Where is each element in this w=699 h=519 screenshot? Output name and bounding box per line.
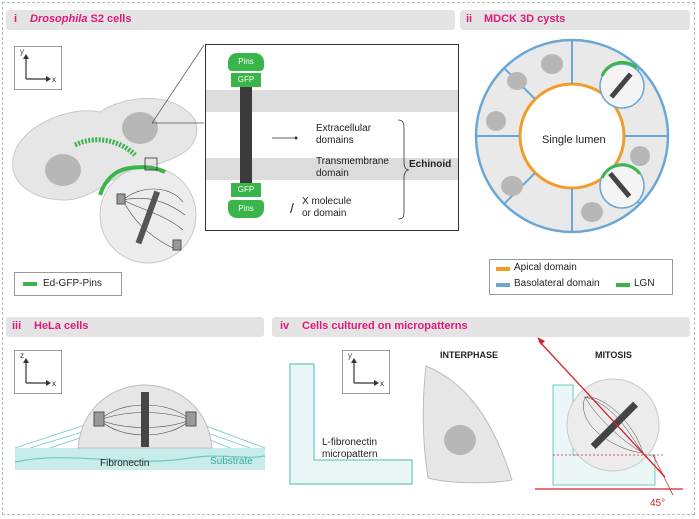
mdck-cyst-illustration	[472, 36, 692, 256]
x-molecule-label-2: or domain	[302, 208, 347, 219]
transmembrane-label-2: domain	[316, 168, 349, 179]
angle-label: 45°	[650, 498, 666, 509]
l-micropattern-shape	[286, 360, 426, 490]
panel-i-title-italic: Drosophila	[30, 13, 88, 25]
echinoid-stalk	[240, 87, 252, 183]
lgn-swatch	[616, 283, 630, 287]
interphase-cell	[420, 360, 520, 490]
apical-swatch	[496, 267, 510, 271]
pins-top-blob: Pins	[228, 53, 264, 71]
axis-x-label: x	[52, 75, 56, 84]
echinoid-brace	[398, 120, 410, 220]
interphase-label: INTERPHASE	[440, 350, 499, 360]
micropattern-label-1: L-fibronectin	[322, 437, 378, 448]
extracellular-label-2: domains	[316, 135, 354, 146]
panel-i-number: i	[14, 13, 18, 25]
axis-x-label: x	[52, 379, 56, 388]
fibronectin-label: Fibronectin	[100, 458, 150, 469]
single-lumen-label: Single lumen	[542, 134, 606, 146]
panel-ii-legend	[489, 259, 673, 295]
substrate-label: Substrate	[210, 456, 253, 467]
pointer-line	[272, 133, 302, 143]
ed-gfp-pins-label: Ed-GFP-Pins	[43, 278, 102, 289]
mitosis-label: MITOSIS	[595, 350, 632, 360]
panel-i-title-rest: S2 cells	[87, 13, 132, 25]
mitosis-cell-illustration	[535, 335, 685, 495]
panel-iii-title: HeLa cells	[34, 320, 89, 332]
panel-iii-header	[6, 317, 264, 337]
pins-bottom-blob: Pins	[228, 200, 264, 218]
zoom-lines	[152, 45, 212, 125]
gfp-top-box: GFP	[231, 73, 261, 87]
panel-i-legend	[14, 272, 122, 296]
axis-y-label: y	[20, 47, 24, 56]
extracellular-label-1: Extracellular	[316, 123, 372, 134]
gfp-bottom-box: GFP	[231, 183, 261, 197]
panel-ii-title: MDCK 3D cysts	[484, 13, 566, 25]
axis-x-label: x	[380, 379, 384, 388]
panel-i-title	[30, 13, 132, 25]
lgn-label: LGN	[634, 278, 655, 289]
axis-y-label: y	[348, 351, 352, 360]
panel-i-header	[6, 10, 455, 30]
panel-i-axis-box	[14, 46, 62, 90]
zigzag-extracellular	[252, 117, 272, 157]
basolateral-label: Basolateral domain	[514, 278, 600, 289]
echinoid-inset	[205, 44, 459, 231]
panel-iv-title: Cells cultured on micropatterns	[302, 320, 468, 332]
apical-label: Apical domain	[514, 262, 577, 273]
basolateral-swatch	[496, 283, 510, 287]
transmembrane-label-1: Transmembrane	[316, 156, 389, 167]
interphase-nucleus	[444, 425, 476, 455]
echinoid-label: Echinoid	[409, 159, 452, 170]
slash-label: /	[290, 200, 294, 216]
panel-iv-header	[272, 317, 690, 337]
x-molecule-label-1: X molecule	[302, 196, 352, 207]
axis-z-label: z	[20, 351, 24, 360]
panel-ii-number: ii	[466, 13, 473, 25]
nucleus-left	[45, 154, 81, 186]
panel-ii-header	[460, 10, 690, 30]
panel-iv-number: iv	[280, 320, 290, 332]
micropattern-label-2: micropattern	[322, 449, 378, 460]
ed-gfp-pins-swatch	[23, 282, 37, 286]
panel-iii-number: iii	[12, 320, 22, 332]
